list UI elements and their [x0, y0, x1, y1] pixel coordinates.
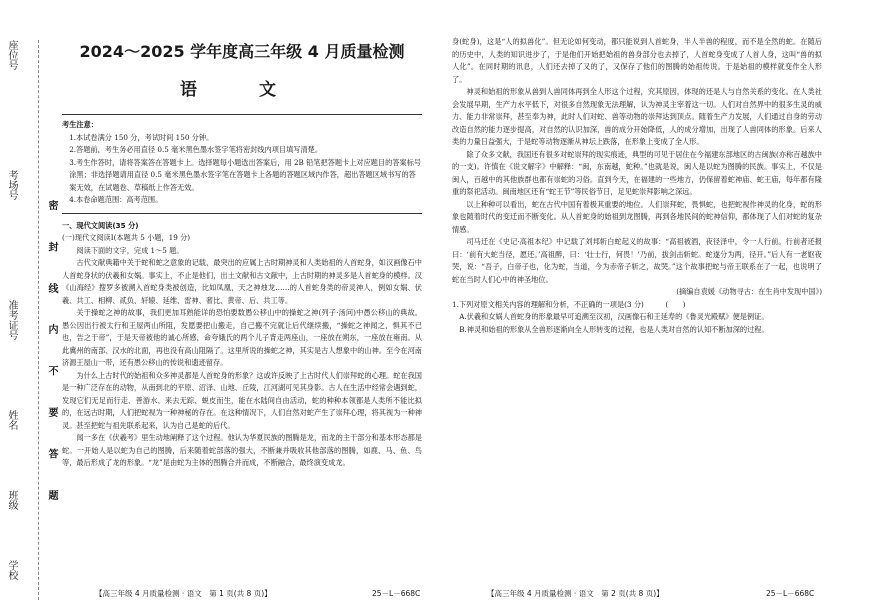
sealed-line-notice: 密 封 线 内 不 要 答 题 — [46, 200, 57, 515]
exam-title: 2024～2025 学年度高三年级 4 月质量检测 — [79, 42, 405, 61]
passage-paragraph: 为什么上古时代的始祖和众多神灵都是人首蛇身的形象？这或许反映了上古时代人们崇拜蛇的心理。蛇在我国是一种广泛存在的动物，从南到北的平原、沼泽、山地、丘陵，江河湖可见其身影。古人在生活中经常会遇到蛇，发现它们无足而行走、善游水、来去无踪、蜕皮而生，能在水陆间自由活动，蛇的种种本领都是人类所不能比拟的，在远古时期，人们把蛇视为一种神秘的存在。在这种情况下，人们自然对蛇产生了崇拜心理，将其视为一种神灵。甚至把蛇与祖先联系起来，认为自己是蛇的后代。 — [62, 370, 422, 430]
right-page-code: 25－L－668C — [766, 589, 815, 598]
section-heading: 一、现代文阅读(35 分) — [62, 220, 139, 230]
passage-paragraph: 以上种种可以看出，蛇在古代中国有着极其重要的地位。人们崇拜蛇，畏惧蛇，也把蛇视作神灵的化身，蛇的形象也随着时代的变迁而不断变化。从人首蛇身的始祖到龙图腾，再到各地民间的蛇神信仰，都体现了人们对蛇的复杂情感。 — [452, 199, 822, 234]
passage-paragraph: 司马迁在《史记·高祖本纪》中记载了刘邦斩白蛇起义的故事：“高祖被酒，夜径泽中，令一人行前。行前者还报曰：‘前有大蛇当径，愿还。’高祖醉，曰：‘壮士行，何畏！’乃前，拔剑击斩蛇。蛇遂分为两，径开。”后人有一老妪夜哭，说：“吾子，白帝子也，化为蛇，当道，今为赤帝子斩之，故哭。”这个故事把蛇与帝王联系在了一起，也说明了蛇在当时人们心中的神圣地位。 — [452, 237, 822, 284]
binding-dashed-line — [38, 40, 39, 600]
left-page-code: 25－L－668C — [372, 589, 421, 598]
passage-paragraph: 除了众多文献，我国还有很多对蛇崇拜的现实痕迹，典型的可见于居住在今福建东部地区的古闽族(亦称百越族中的一支)。许慎在《说文解字》中解释：“闽，东南越，蛇种。”也就是说，闽人是以蛇为图腾的民族。事实上，不仅是闽人，百越中的其他族群也都有崇蛇的习俗。直到今天，在福建的一些地方，仍保留着蛇神庙、蛇王庙，每年都有隆重的祭祀活动。闽南地区还有“蛇王节”等民俗节日，足见蛇崇拜影响之深远。 — [452, 149, 822, 196]
passage-paragraph: 神灵和始祖的形象从兽到人兽同体再到全人形这个过程，究其原因，体现的还是人与自然关系的变化。在人类社会发展早期，生产力水平低下，对很多自然现象无法理解，认为神灵主宰着这一切。人们对自然界中的很多生灵的威力、能力非常崇拜，甚至奉为神，此时人们对蛇、兽等动物的崇拜达到顶点。随着生产力发展，人们通过自身的劳动改造自然的能力逐步提高，对自然的认识加深，兽的成分开始降低，人的成分增加，出现了人兽同体的形象。后来人类的力量日益强大，于是蛇等动物逐渐从神坛上跌落，在形象上变成了全人形。 — [452, 87, 822, 146]
reading-instruction: 阅读下面的文字，完成 1～5 题。 — [76, 245, 184, 255]
subject-title: 语 文 — [180, 80, 304, 100]
option-a: A.伏羲和女娲人首蛇身的形象最早可追溯至汉初，汉画像石和王延寿的《鲁灵光殿赋》便是例证。 — [459, 312, 769, 321]
class-label: 班级 — [6, 490, 17, 510]
seat-no-label: 座位号 — [6, 40, 17, 70]
passage-paragraph: 关于操蛇之神的故事，我们更加耳熟能详的恐怕要数愚公移山中的操蛇之神(列子·汤问)中愚公移山的典故。愚公因出行被太行和王屋两山所阻，发愿要把山搬走，自己搬不完就让后代继续搬，“操蛇之神闻之，惧其不已也，告之于帝”，于是天帝被他的诚心所感，命夸娥氏的两个儿子背走两座山，一座放在朔东，一座放在雍南。从此冀州的南部、汉水的北面，再也没有高山阻隔了。这里所说的操蛇之神，其实是古人想象中的山神。至今在河南济源王屋山一带，还有愚公移山的传说和遗迹留存。 — [62, 308, 422, 367]
notice-item: 4.本卷命题范围：高考范围。 — [69, 195, 163, 204]
passage-paragraph: 古代文献典籍中关于蛇和蛇之意象的记载，最突出的应属上古时期神灵和人类始祖的人首蛇身，如汉画像石中人首蛇身状的伏羲和女娲。事实上，不止是他们，出土文献和古文献中，上古时期的神灵多是人首蛇身的模样。汉《山海经》搜罗多被溯入首蛇身类被创造，比如凤凰，天之神烛龙……的人首蛇身类的帝灵神人，例如女娲、伏羲、共工、相柳、贰负、轩辕、延维、雷神、奢比、黄帝、后、共工等。 — [62, 258, 422, 305]
passage-paragraph: 闻一多在《伏羲考》里生动地阐释了这个过程。他认为华夏民族的图腾是龙，而龙的主干部分和基本形态都是蛇。一开始人是以蛇为自己的图腾，后来随着蛇部落的强大，不断兼并吸收其他部落的图腾，如鹿、马、鱼、鸟等，最后形成了龙的形象。“龙”是由蛇为主体的图腾合并而成，不断融合，最终演变成龙。 — [62, 433, 422, 467]
exam-no-label: 准考证号 — [6, 300, 17, 340]
notice-divider — [62, 213, 422, 214]
question-1: 1.下列对原文相关内容的理解和分析，不正确的一项是(3 分) ( ) — [452, 299, 686, 309]
right-page — [452, 36, 822, 336]
subsection-heading: (一)现代文阅读Ⅰ(本题共 5 小题，19 分) — [62, 233, 191, 242]
left-page — [62, 28, 422, 470]
name-label: 姓名 — [6, 410, 17, 430]
notice-heading: 考生注意： — [62, 120, 98, 129]
passage-paragraph: 身(蛇身)，这是“人的拟兽化”。但无论如何变动，都只能说到人首蛇身，半人半兽的程度，而不是全然的蛇。在随后的历史中，人类的知识进步了，于是他们开始把始祖的兽身部分也去掉了，人首蛇身变成了人首人身，这叫“兽的拟人化”。在同时期的讯息，人们还去掉了又的了，又保存了他们的图腾的始祖传说。于是始祖的模样就变作全人形了。 — [452, 37, 822, 84]
school-label: 学校 — [6, 560, 17, 580]
left-footer: 【高三年级 4 月质量检测 · 语文 第 1 页(共 8 页)】 — [95, 589, 272, 598]
binding-strip — [0, 0, 58, 615]
notice-item: 2.答题前，考生务必用直径 0.5 毫米黑色墨水签字笔将密封线内项目填写清楚。 — [69, 145, 323, 154]
notice-item: 1.本试卷满分 150 分，考试时间 150 分钟。 — [69, 132, 214, 142]
source-citation: (摘编自袁媛《动物寻古：在生肖中发现中国》) — [676, 287, 822, 296]
right-footer: 【高三年级 4 月质量检测 · 语文 第 2 页(共 8 页)】 — [487, 589, 664, 598]
option-b: B.神灵和始祖的形象从全兽形逐渐向全人形转变的过程，也是人类对自然的认知不断加深的过程。 — [459, 324, 769, 334]
title-divider — [62, 114, 422, 115]
exam-room-label: 考场号 — [6, 170, 17, 200]
notice-item: 3.考生作答时，请将答案答在答题卡上。选择题每小题选出答案后，用 2B 铅笔把答题卡上对应题目的答案标号涂黑；非选择题请用直径 0.5 毫米黑色墨水签字笔在答题卡上各题的答题区域内作答，超出答题区域书写的答案无效，在试题卷、草稿纸上作答无效。 — [69, 157, 422, 192]
